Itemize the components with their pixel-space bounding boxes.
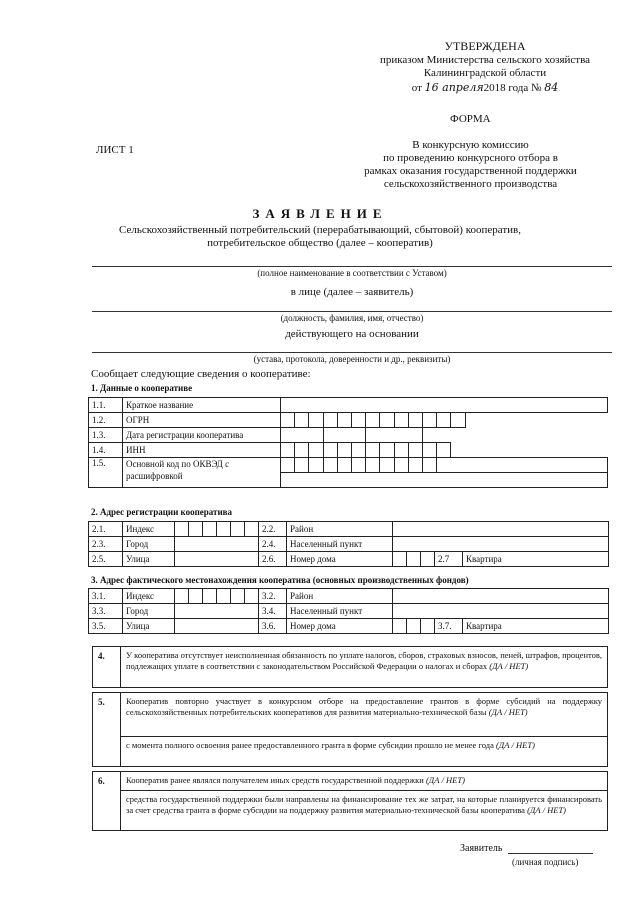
addressee-line-3: рамках оказания государственной поддержки	[364, 165, 577, 177]
document-subtitle	[100, 224, 540, 250]
section-4-statement[interactable]	[121, 647, 607, 675]
index-cell[interactable]	[203, 589, 217, 604]
okved-cell[interactable]	[408, 458, 422, 473]
city-field[interactable]	[175, 537, 259, 552]
okved-cell[interactable]	[337, 458, 351, 473]
section-6-box	[92, 771, 608, 831]
section-6-text-1: Кооператив ранее являлся получателем иных средств государственной поддержки	[126, 775, 424, 785]
section-5-body	[121, 693, 607, 766]
house-cell[interactable]	[393, 619, 407, 634]
section-2-title: 2. Адрес регистрации кооператива	[91, 507, 233, 517]
house-cell[interactable]	[421, 552, 435, 567]
section-6-choice-2[interactable]: (ДА / НЕТ)	[527, 805, 567, 815]
date-month-field[interactable]	[323, 428, 366, 443]
approval-number-handwritten: 84	[544, 80, 559, 94]
section-4-choice[interactable]: (ДА / НЕТ)	[489, 661, 529, 671]
basis-caption: (устава, протокола, доверенности и др., реквизиты)	[253, 354, 451, 364]
inn-cell[interactable]	[380, 443, 394, 458]
index-cell[interactable]	[203, 522, 217, 537]
approval-line-3: Калининградской области	[423, 67, 547, 79]
table-row	[89, 589, 609, 604]
section-1-table	[88, 397, 608, 488]
row-number: 3.6.	[259, 619, 287, 634]
row-number: 2.7	[435, 552, 463, 567]
section-6-statement-1[interactable]	[121, 772, 607, 790]
section-6-body	[121, 772, 607, 830]
signature-line[interactable]	[508, 853, 593, 854]
okved-cell[interactable]	[309, 458, 323, 473]
addressee-line-2: по проведению конкурсного отбора в	[383, 152, 558, 164]
row-label: Индекс	[123, 522, 175, 537]
row-label: Номер дома	[287, 619, 393, 634]
section-6-statement-2[interactable]	[121, 790, 607, 819]
date-year-field[interactable]	[366, 428, 423, 443]
addressee-block	[348, 139, 593, 191]
okved-cell[interactable]	[352, 458, 366, 473]
index-cell[interactable]	[231, 522, 245, 537]
inn-cell[interactable]	[366, 443, 380, 458]
okved-cell[interactable]	[394, 458, 408, 473]
row-label: Номер дома	[287, 552, 393, 567]
section-5-text-1: Кооператив повторно участвует в конкурсном отборе на предоставление грантов в форме субсидий на поддержку сельскохозяйственных потребительских кооперативов для развития материально-технической базы	[126, 696, 602, 717]
full-name-caption: (полное наименование в соответствии с Уставом)	[257, 268, 447, 278]
street-field[interactable]	[175, 619, 259, 634]
table-row	[89, 604, 609, 619]
index-cell[interactable]	[217, 522, 231, 537]
inn-cell[interactable]	[352, 443, 366, 458]
form-label: ФОРМА	[450, 113, 491, 125]
row-label	[123, 458, 281, 488]
section-1-title: 1. Данные о кооперативе	[91, 383, 193, 393]
basis-line[interactable]	[92, 352, 612, 353]
document-title: ЗАЯВЛЕНИЕ	[252, 206, 388, 221]
okved-cell[interactable]	[366, 458, 380, 473]
row-number: 1.2.	[89, 413, 123, 428]
row-number: 3.7.	[435, 619, 463, 634]
section-3-title: 3. Адрес фактического местонахождения кооператива (основных производственных фондов)	[91, 575, 469, 585]
inn-cell[interactable]	[408, 443, 422, 458]
house-cell[interactable]	[407, 619, 421, 634]
section-5-statement-2[interactable]	[121, 736, 607, 754]
table-row	[89, 458, 608, 473]
row-label: Индекс	[123, 589, 175, 604]
index-cell[interactable]	[245, 589, 259, 604]
row-number: 2.5.	[89, 552, 123, 567]
row-number: 1.1.	[89, 398, 123, 413]
settlement-field[interactable]	[393, 537, 609, 552]
ogrn-cell[interactable]	[423, 413, 437, 428]
row-label: Дата регистрации кооператива	[123, 428, 281, 443]
approval-date-line	[355, 81, 615, 96]
approval-line-2: приказом Министерства сельского хозяйства	[379, 53, 591, 66]
row-number: 2.4.	[259, 537, 287, 552]
sheet-label: ЛИСТ 1	[96, 144, 134, 156]
approval-block	[355, 40, 615, 95]
inn-cell[interactable]	[281, 443, 295, 458]
row-number: 3.2.	[259, 589, 287, 604]
ogrn-cell[interactable]	[323, 413, 337, 428]
ogrn-cell[interactable]	[408, 413, 422, 428]
okved-cell[interactable]	[295, 458, 309, 473]
ogrn-cell[interactable]	[337, 413, 351, 428]
ogrn-cell[interactable]	[366, 413, 380, 428]
ogrn-cell[interactable]	[380, 413, 394, 428]
okved-label-a: Основной код по ОКВЭД с	[126, 459, 230, 469]
acting-basis-label: действующего на основании	[285, 328, 419, 340]
okved-cell[interactable]	[380, 458, 394, 473]
addressee-line-1: В конкурсную комиссию	[412, 139, 529, 151]
inn-cell[interactable]	[309, 443, 323, 458]
section-4-box	[92, 646, 608, 688]
ogrn-cell[interactable]	[451, 413, 465, 428]
street-field[interactable]	[175, 552, 259, 567]
index-cell[interactable]	[189, 589, 203, 604]
district-field[interactable]	[393, 589, 609, 604]
signature-label: Заявитель	[460, 843, 503, 854]
section-6-text-2: средства государственной поддержки были направлены на финансирование тех же затрат, на которые планируется финансировать за счет средства гранта в форме субсидии на поддержку развития материально-технической базы кооператива	[126, 794, 602, 815]
row-label: Улица	[123, 619, 175, 634]
row-number: 3.4.	[259, 604, 287, 619]
section-5-choice-1[interactable]: (ДА / НЕТ)	[488, 707, 528, 717]
row-number: 2.3.	[89, 537, 123, 552]
row-label: Населенный пункт	[287, 537, 393, 552]
okved-description-field[interactable]	[437, 458, 608, 473]
section-4-number: 4.	[93, 647, 121, 687]
row-label: Населенный пункт	[287, 604, 393, 619]
index-cell[interactable]	[189, 522, 203, 537]
ogrn-cell[interactable]	[295, 413, 309, 428]
row-number: 1.4.	[89, 443, 123, 458]
row-number: 3.3.	[89, 604, 123, 619]
index-cell[interactable]	[231, 589, 245, 604]
spacer	[451, 443, 608, 458]
okved-cell[interactable]	[281, 458, 295, 473]
table-row	[89, 537, 609, 552]
table-row	[89, 443, 608, 458]
inn-cell[interactable]	[423, 443, 437, 458]
okved-cell[interactable]	[423, 458, 437, 473]
ogrn-cell[interactable]	[309, 413, 323, 428]
position-line[interactable]	[92, 311, 612, 312]
approval-title: УТВЕРЖДЕНА	[444, 39, 526, 53]
row-number: 3.1.	[89, 589, 123, 604]
spacer	[465, 413, 607, 428]
spacer	[423, 428, 608, 443]
ogrn-cell[interactable]	[281, 413, 295, 428]
ogrn-cell[interactable]	[394, 413, 408, 428]
approval-date-prefix: от	[411, 81, 422, 94]
okved-cell[interactable]	[323, 458, 337, 473]
row-number: 2.1.	[89, 522, 123, 537]
row-label: Краткое название	[123, 398, 281, 413]
okved-decoding-field[interactable]	[281, 473, 608, 488]
inn-cell[interactable]	[323, 443, 337, 458]
okved-label-b: расшифровкой	[126, 471, 183, 481]
position-caption: (должность, фамилия, имя, отчество)	[280, 313, 424, 323]
row-label: Квартира	[463, 619, 609, 634]
inn-cell[interactable]	[295, 443, 309, 458]
section-3-table	[88, 588, 609, 634]
row-label: ИНН	[123, 443, 281, 458]
city-field[interactable]	[175, 604, 259, 619]
house-cell[interactable]	[393, 552, 407, 567]
row-number: 2.2.	[259, 522, 287, 537]
table-row	[89, 522, 609, 537]
table-row	[89, 552, 609, 567]
section-4-text: У кооператива отсутствует неисполненная обязанность по уплате налогов, сборов, страховых взносов, пеней, штрафов, процентов, подлежащих уплате в соответствии с законодательством Российской Федерации о налогах и сборах	[126, 650, 602, 671]
full-name-line[interactable]	[92, 266, 612, 267]
table-row	[89, 428, 608, 443]
row-number: 3.5.	[89, 619, 123, 634]
approval-date-handwritten: 16 апреля	[424, 80, 484, 94]
index-cell[interactable]	[245, 522, 259, 537]
section-5-text-2: с момента полного освоения ранее предоставленного гранта в форме субсидии прошло не менее года	[126, 740, 494, 750]
district-field[interactable]	[393, 522, 609, 537]
table-row	[89, 619, 609, 634]
intro-text: Сообщает следующие сведения о кооперативе:	[91, 368, 311, 380]
section-2-table	[88, 521, 609, 567]
inn-cell[interactable]	[394, 443, 408, 458]
signature-caption: (личная подпись)	[512, 857, 579, 867]
house-cell[interactable]	[421, 619, 435, 634]
table-row	[89, 398, 608, 413]
short-name-field[interactable]	[281, 398, 608, 413]
subtitle-line-1: Сельскохозяйственный потребительский (перерабатывающий, сбытовой) кооператив,	[119, 224, 521, 236]
section-6-choice-1[interactable]: (ДА / НЕТ)	[425, 775, 465, 785]
index-cell[interactable]	[175, 522, 189, 537]
settlement-field[interactable]	[393, 604, 609, 619]
row-number: 1.5.	[89, 458, 123, 488]
section-5-choice-2[interactable]: (ДА / НЕТ)	[495, 740, 535, 750]
row-label: Город	[123, 604, 175, 619]
table-row	[89, 413, 608, 428]
row-label: Улица	[123, 552, 175, 567]
index-cell[interactable]	[175, 589, 189, 604]
approval-date-suffix: 2018 года №	[483, 81, 542, 94]
row-label: Район	[287, 589, 393, 604]
row-label: Город	[123, 537, 175, 552]
row-number: 1.3.	[89, 428, 123, 443]
ogrn-cell[interactable]	[437, 413, 451, 428]
row-label: ОГРН	[123, 413, 281, 428]
section-6-number: 6.	[93, 772, 121, 830]
represented-by-label: в лице (далее – заявитель)	[290, 286, 414, 298]
subtitle-line-2: потребительское общество (далее – кооператив)	[207, 237, 433, 249]
date-day-field[interactable]	[281, 428, 324, 443]
section-5-box	[92, 692, 608, 767]
house-cell[interactable]	[407, 552, 421, 567]
section-5-number: 5.	[93, 693, 121, 766]
row-label: Квартира	[463, 552, 609, 567]
section-5-statement-1[interactable]	[121, 693, 607, 736]
row-number: 2.6.	[259, 552, 287, 567]
row-label: Район	[287, 522, 393, 537]
inn-cell[interactable]	[337, 443, 351, 458]
section-4-body	[121, 647, 607, 687]
inn-cell[interactable]	[437, 443, 451, 458]
addressee-line-4: сельскохозяйственного производства	[383, 178, 558, 190]
ogrn-cell[interactable]	[352, 413, 366, 428]
index-cell[interactable]	[217, 589, 231, 604]
